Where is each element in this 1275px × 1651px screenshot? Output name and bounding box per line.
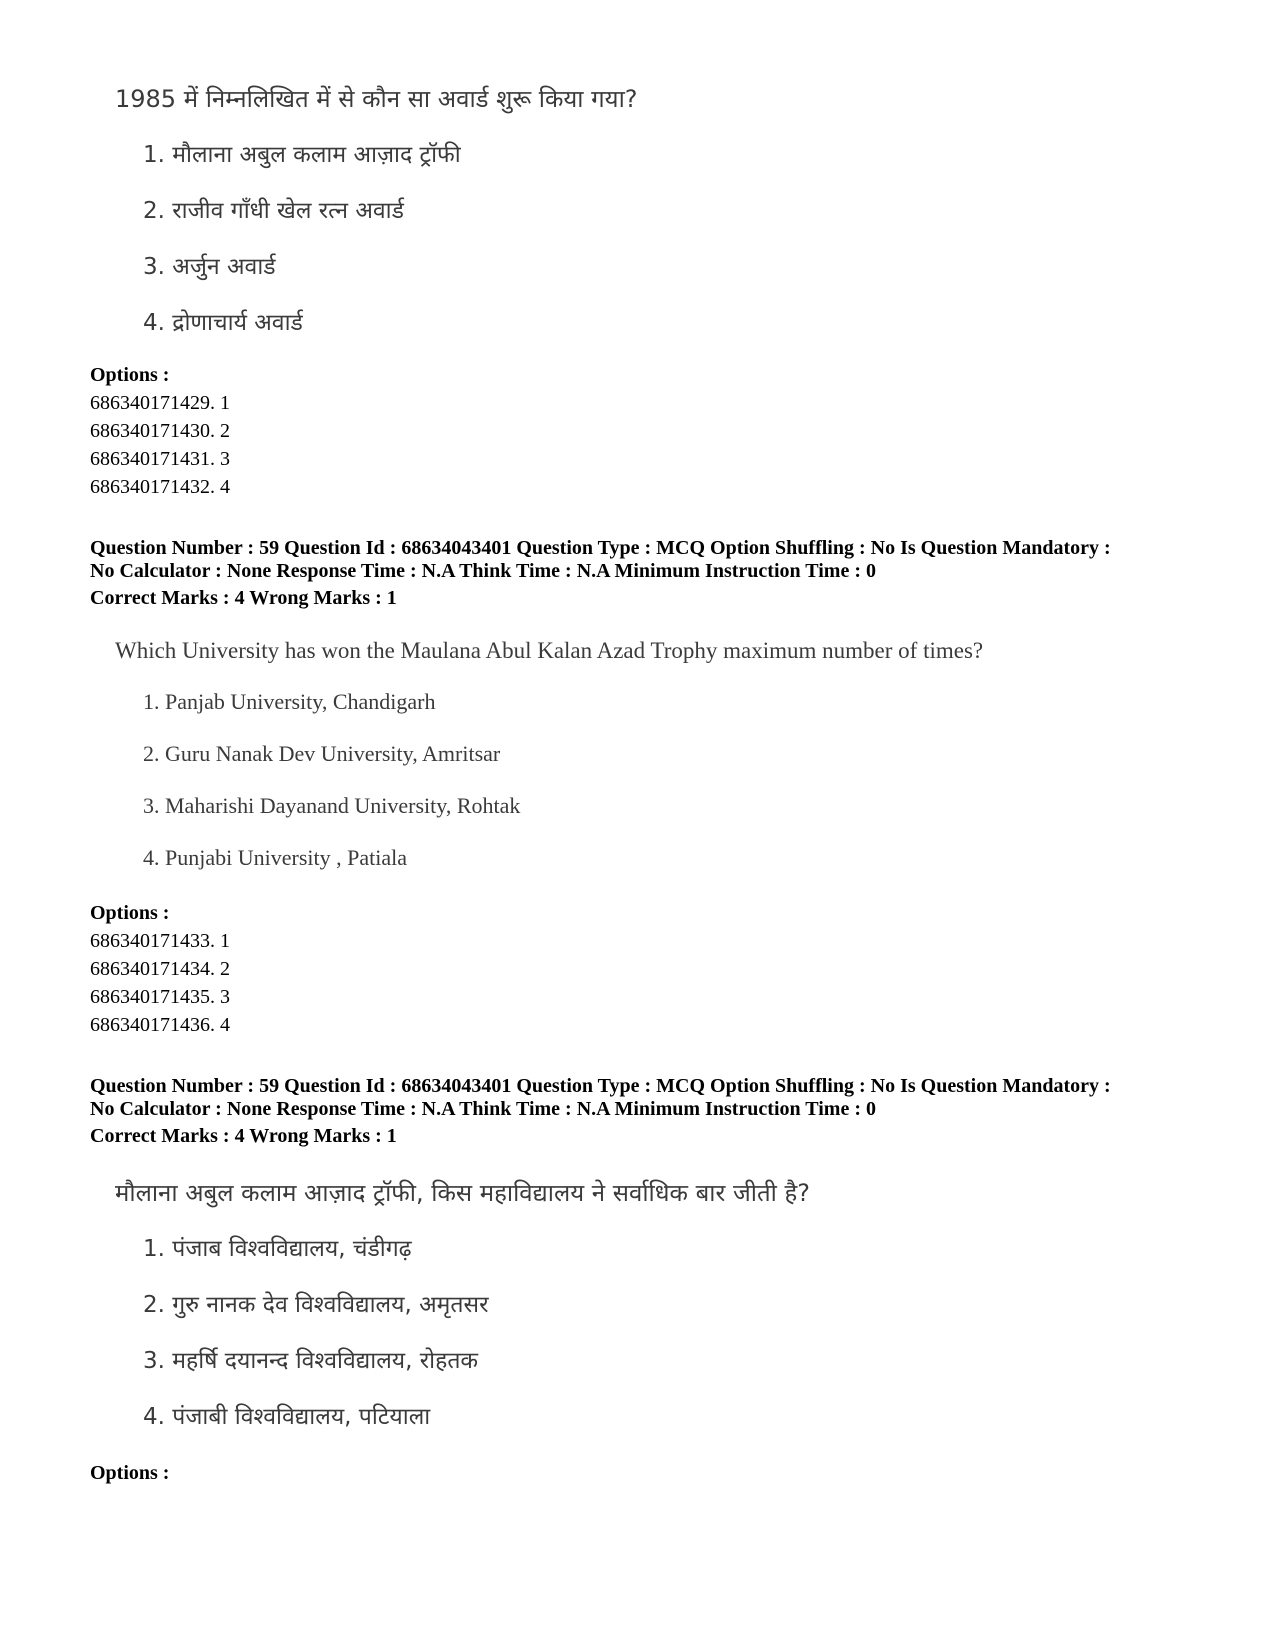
option-id-3: 686340171435. 3 <box>90 986 230 1008</box>
question-meta-line-2: No Calculator : None Response Time : N.A Think Time : N.A Minimum Instruction Time : 0 <box>90 560 876 582</box>
question-1-image <box>115 82 1115 352</box>
question-3-text: मौलाना अबुल कलाम आज़ाद ट्रॉफी, किस महाविद्यालय ने सर्वाधिक बार जीती है? <box>115 1179 810 1207</box>
options-label: Options : <box>90 1462 170 1484</box>
question-1-choice-2: 2. राजीव गाँधी खेल रत्न अवार्ड <box>143 198 404 224</box>
options-label: Options : <box>90 364 170 386</box>
question-meta-line-2: No Calculator : None Response Time : N.A Think Time : N.A Minimum Instruction Time : 0 <box>90 1098 876 1120</box>
question-2-options <box>90 899 230 1039</box>
question-1-options <box>90 361 230 501</box>
question-3-choice-2: 2. गुरु नानक देव विश्वविद्यालय, अमृतसर <box>143 1292 489 1318</box>
option-id-2: 686340171434. 2 <box>90 958 230 980</box>
question-1-choice-3: 3. अर्जुन अवार्ड <box>143 254 276 280</box>
question-marks: Correct Marks : 4 Wrong Marks : 1 <box>90 587 397 609</box>
question-3-choice-1: 1. पंजाब विश्वविद्यालय, चंडीगढ़ <box>143 1236 412 1262</box>
question-marks: Correct Marks : 4 Wrong Marks : 1 <box>90 1125 397 1147</box>
question-3-choice-3: 3. महर्षि दयानन्द विश्वविद्यालय, रोहतक <box>143 1348 479 1374</box>
option-id-2: 686340171430. 2 <box>90 420 230 442</box>
question-3-choice-4: 4. पंजाबी विश्वविद्यालय, पटियाला <box>143 1404 431 1430</box>
option-id-1: 686340171433. 1 <box>90 930 230 952</box>
options-label: Options : <box>90 902 170 924</box>
option-id-3: 686340171431. 3 <box>90 448 230 470</box>
question-2-choice-3: 3. Maharishi Dayanand University, Rohtak <box>143 793 521 818</box>
option-id-1: 686340171429. 1 <box>90 392 230 414</box>
option-id-4: 686340171436. 4 <box>90 1014 230 1036</box>
question-3-options <box>90 1459 169 1487</box>
question-2-image <box>115 634 1115 874</box>
question-1-choice-4: 4. द्रोणाचार्य अवार्ड <box>143 310 303 336</box>
question-1-choice-1: 1. मौलाना अबुल कलाम आज़ाद ट्रॉफी <box>143 142 461 168</box>
option-id-4: 686340171432. 4 <box>90 476 230 498</box>
question-3-image <box>115 1176 1115 1446</box>
question-1-text: 1985 में निम्नलिखित में से कौन सा अवार्ड शुरू किया गया? <box>115 85 638 113</box>
question-2-text: Which University has won the Maulana Abul Kalan Azad Trophy maximum number of times? <box>115 638 984 663</box>
question-2-meta <box>90 537 1190 610</box>
question-3-meta <box>90 1075 1190 1148</box>
question-2-choice-4: 4. Punjabi University , Patiala <box>143 845 407 870</box>
question-2-choice-2: 2. Guru Nanak Dev University, Amritsar <box>143 741 501 766</box>
question-2-choice-1: 1. Panjab University, Chandigarh <box>143 689 436 714</box>
question-meta-line-1: Question Number : 59 Question Id : 68634043401 Question Type : MCQ Option Shuffling : No Is Question Mandatory : <box>90 1075 1111 1097</box>
question-meta-line-1: Question Number : 59 Question Id : 68634043401 Question Type : MCQ Option Shuffling : No Is Question Mandatory : <box>90 537 1111 559</box>
